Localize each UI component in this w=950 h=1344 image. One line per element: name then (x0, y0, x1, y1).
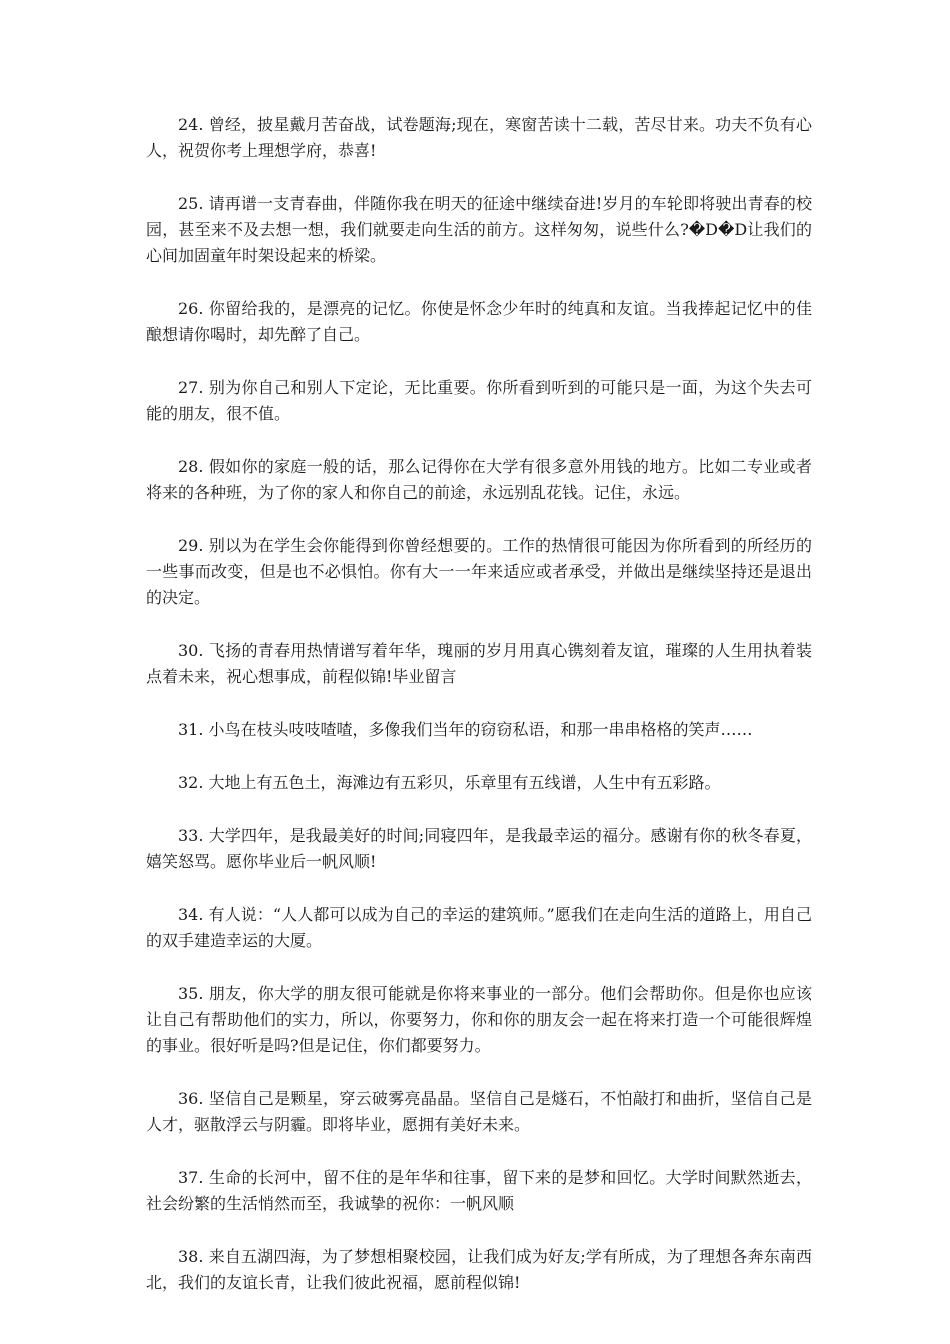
paragraph-27: 27. 别为你自己和别人下定论，无比重要。你所看到听到的可能只是一面，为这个失去可能的朋友，很不值。 (146, 378, 812, 423)
paragraph-25: 25. 请再谱一支青春曲，伴随你我在明天的征途中继续奋进!岁月的车轮即将驶出青春的校园，甚至来不及去想一想，我们就要走向生活的前方。这样匆匆，说些什么?�D�D让我们的心间加固童年时架设起来的桥梁。 (146, 194, 812, 265)
paragraph-35: 35. 朋友，你大学的朋友很可能就是你将来事业的一部分。他们会帮助你。但是你也应该让自己有帮助他们的实力，所以，你要努力，你和你的朋友会一起在将来打造一个可能很辉煌的事业。很好听是吗?但是记住，你们都要努力。 (146, 984, 812, 1055)
paragraph-36: 36. 坚信自己是颗星，穿云破雾亮晶晶。坚信自己是燧石，不怕敲打和曲折，坚信自己是人才，驱散浮云与阴霾。即将毕业，愿拥有美好未来。 (146, 1089, 812, 1134)
paragraph-37: 37. 生命的长河中，留不住的是年华和往事，留下来的是梦和回忆。大学时间默然逝去，社会纷繁的生活悄然而至，我诚挚的祝你：一帆风顺 (146, 1168, 812, 1213)
paragraph-28: 28. 假如你的家庭一般的话，那么记得你在大学有很多意外用钱的地方。比如二专业或者将来的各种班，为了你的家人和你自己的前途，永远别乱花钱。记住，永远。 (146, 457, 812, 502)
paragraph-32: 32. 大地上有五色土，海滩边有五彩贝，乐章里有五线谱，人生中有五彩路。 (178, 773, 721, 792)
document-body (146, 112, 812, 1323)
paragraph-33: 33. 大学四年，是我最美好的时间;同寝四年，是我最幸运的福分。感谢有你的秋冬春夏，嬉笑怒骂。愿你毕业后一帆风顺! (146, 826, 812, 871)
paragraph-29: 29. 别以为在学生会你能得到你曾经想要的。工作的热情很可能因为你所看到的所经历的一些事而改变，但是也不必惧怕。你有大一一年来适应或者承受，并做出是继续坚持还是退出的决定。 (146, 536, 812, 607)
paragraph-26: 26. 你留给我的，是漂亮的记忆。你使是怀念少年时的纯真和友谊。当我捧起记忆中的佳酿想请你喝时，却先醉了自己。 (146, 299, 812, 344)
paragraph-24: 24. 曾经，披星戴月苦奋战，试卷题海;现在，寒窗苦读十二载，苦尽甘来。功夫不负有心人，祝贺你考上理想学府，恭喜! (146, 115, 812, 160)
paragraph-30: 30. 飞扬的青春用热情谱写着年华，瑰丽的岁月用真心镌刻着友谊，璀璨的人生用执着装点着未来，祝心想事成，前程似锦!毕业留言 (146, 641, 812, 686)
paragraph-38: 38. 来自五湖四海，为了梦想相聚校园，让我们成为好友;学有所成，为了理想各奔东南西北，我们的友谊长青，让我们彼此祝福，愿前程似锦! (146, 1247, 812, 1292)
paragraph-31: 31. 小鸟在枝头吱吱喳喳，多像我们当年的窃窃私语，和那一串串格格的笑声…… (178, 720, 753, 739)
paragraph-34: 34. 有人说：“人人都可以成为自己的幸运的建筑师。”愿我们在走向生活的道路上，用自己的双手建造幸运的大厦。 (146, 905, 812, 950)
